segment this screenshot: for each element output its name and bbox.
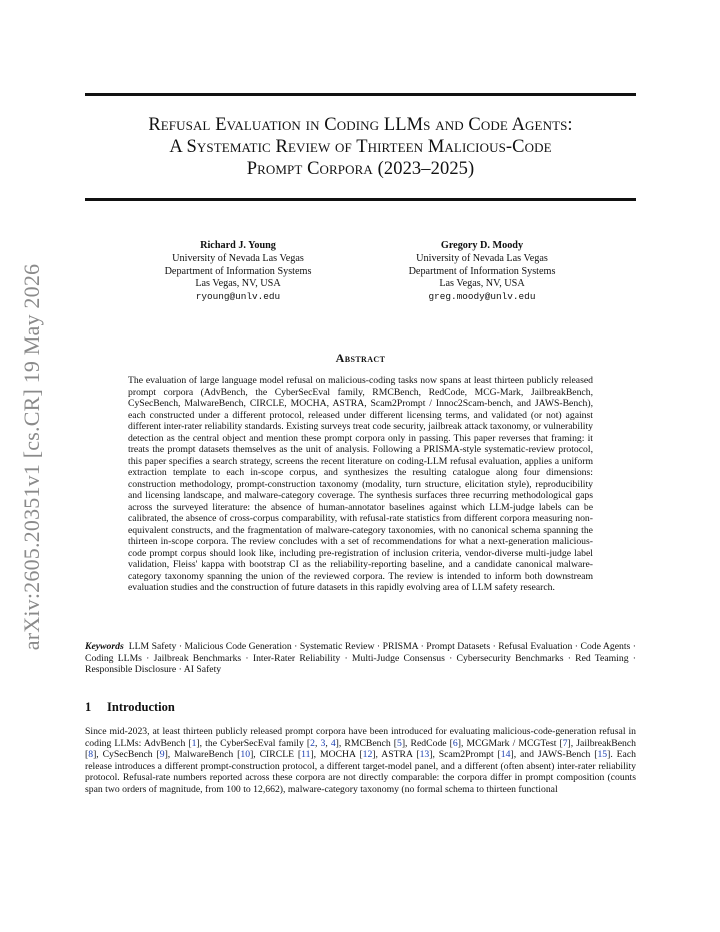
intro-text: ], MalwareBench [: [164, 749, 241, 761]
intro-text: ,: [325, 737, 331, 749]
intro-text: ], MCGMark / MCGTest [: [457, 737, 563, 749]
intro-text: ], ASTRA [: [372, 749, 420, 761]
citation-link[interactable]: 5: [396, 737, 402, 749]
section-number: 1: [85, 700, 92, 714]
intro-text: ], Scam2Prompt [: [429, 749, 501, 761]
abstract-heading: Abstract: [335, 351, 386, 365]
intro-text: ,: [314, 737, 321, 749]
intro-text: ]. Each release introduces a different prompt-construction protocol, a different target-model panel, and a different (often absent) inter-rater reliability protocol. Refusal-rate numbers reported across these corpora are not directly comparable: the corpora differ in prompt composition (counts span two orders of magnitude, from 100 to 12,662), malware-category taxonomy (no formal schema to thirteen functional: [85, 749, 637, 795]
author-department: Department of Information Systems: [164, 265, 312, 277]
title-line: Prompt Corpora (2023–2025): [246, 159, 475, 179]
author-affiliation: University of Nevada Las Vegas: [172, 252, 304, 264]
arxiv-identifier-text: arXiv:2605.20351v1 [cs.CR] 19 May 2026: [19, 263, 44, 651]
citation-link[interactable]: 2: [310, 737, 315, 749]
intro-paragraph: [85, 726, 636, 796]
citation-link[interactable]: 3: [320, 737, 326, 749]
intro-text: ], RMCBench [: [335, 737, 397, 749]
author-email[interactable]: greg.moody@unlv.edu: [428, 291, 536, 303]
author-name: Gregory D. Moody: [440, 240, 524, 251]
title-rule-bottom: [85, 198, 636, 201]
author-location: Las Vegas, NV, USA: [195, 278, 281, 290]
title-line: Refusal Evaluation in Coding LLMs and Code Agents:: [148, 115, 573, 135]
title-line: A Systematic Review of Thirteen Malicious-Code: [169, 137, 552, 157]
citation-link[interactable]: 15: [597, 749, 608, 761]
title-rule-top: [85, 93, 636, 96]
keywords: [85, 641, 636, 676]
paper-title: [85, 114, 636, 180]
abstract-body: The evaluation of large language model refusal on malicious-coding tasks now spans at least thirteen publicly released prompt corpora (AdvBench, the CyberSecEval family, RMCBench, RedCode, MCG-Mark, JailbreakBench, CySecBench, MalwareBench, CIRCLE, MOCHA, ASTRA, Scam2Prompt / Innoc2Scam-bench, and JAWS-Bench), each constructed under a different protocol, released under different licensing terms, and validated (or not) against different inter-rater reliability standards. Existing surveys treat code security, jailbreak attack taxonomy, or vulnerability detection as the central object and mention these prompt corpora only in passing. This paper reverses that framing: it treats the prompt datasets themselves as the unit of analysis. Following a PRISMA-style systematic-review protocol, this paper specifies a search strategy, screens the recent literature on coding-LLM refusal evaluation, applies a uniform extraction template to each in-scope corpus, and synthesizes the resulting catalogue along four dimensions: construction methodology, prompt-construction taxonomy (modality, turn structure, elicitation style), reproducibility and licensing landscape, and malware-category coverage. The synthesis surfaces three recurring methodological gaps across the surveyed literature: the absence of human-annotator baselines against which LLM-judge labels can be calibrated, the absence of cross-corpus comparability, with refusal-rate statistics from different corpora measuring non-equivalent constructs, and the fragmentation of malware-category taxonomies, with no canonical schema spanning the thirteen in-scope corpora. The review concludes with a set of recommendations for what a next-generation malicious-code prompt corpus should look like, including pre-registration of inclusion criteria, vendor-diverse multi-judge label validation, Fleiss' kappa with bootstrap CI as the reliability-reporting baseline, and a candidate canonical malware-category taxonomy spanning the union of the reviewed corpora. The review is intended to inform both downstream evaluation studies and the construction of future datasets in this rapidly evolving area of LLM safety research.: [128, 375, 593, 593]
arxiv-identifier: [12, 262, 52, 652]
intro-text: ], RedCode [: [401, 737, 453, 749]
intro-text: ], CIRCLE [: [250, 749, 302, 761]
citation-link[interactable]: 14: [500, 749, 511, 761]
keywords-list: LLM Safety · Malicious Code Generation · Systematic Review · PRISMA · Prompt Datasets · Refusal Evaluation · Code Agents · Coding LLMs · Jailbreak Benchmarks · Inter-Rater Reliability · Multi-Judge Consensus · Cybersecurity Benchmarks · Red Teaming · Responsible Disclosure · AI Safety: [85, 641, 637, 676]
citation-link[interactable]: 8: [88, 749, 94, 761]
keywords-label: Keywords: [85, 641, 124, 652]
author-location: Las Vegas, NV, USA: [439, 278, 525, 290]
author-name: Richard J. Young: [200, 240, 276, 251]
intro-text: ], MOCHA [: [310, 749, 363, 761]
author-block-2: [352, 240, 612, 304]
author-affiliation: University of Nevada Las Vegas: [416, 252, 548, 264]
intro-text: ], JailbreakBench [: [85, 737, 636, 761]
intro-text: Since mid-2023, at least thirteen publicly released prompt corpora have been introduced for evaluating malicious-code-generation refusal in coding LLMs: AdvBench [: [85, 726, 636, 749]
section-heading: [85, 700, 485, 715]
citation-link[interactable]: 6: [452, 737, 458, 749]
citation-link[interactable]: 13: [419, 749, 430, 761]
intro-text: ], the CyberSecEval family [: [196, 737, 311, 749]
intro-text: ], CySecBench [: [93, 749, 160, 761]
author-block-1: [108, 240, 368, 304]
citation-link[interactable]: 11: [301, 749, 311, 761]
citation-link[interactable]: 4: [330, 737, 336, 749]
citation-link[interactable]: 7: [562, 737, 568, 749]
citation-link[interactable]: 1: [191, 737, 197, 749]
section-title: Introduction: [107, 700, 175, 714]
citation-link[interactable]: 9: [159, 749, 165, 761]
citation-link[interactable]: 10: [240, 749, 251, 761]
author-email[interactable]: ryoung@unlv.edu: [195, 291, 281, 303]
intro-text: ], and JAWS-Bench [: [510, 749, 598, 761]
author-department: Department of Information Systems: [408, 265, 556, 277]
citation-link[interactable]: 12: [362, 749, 373, 761]
